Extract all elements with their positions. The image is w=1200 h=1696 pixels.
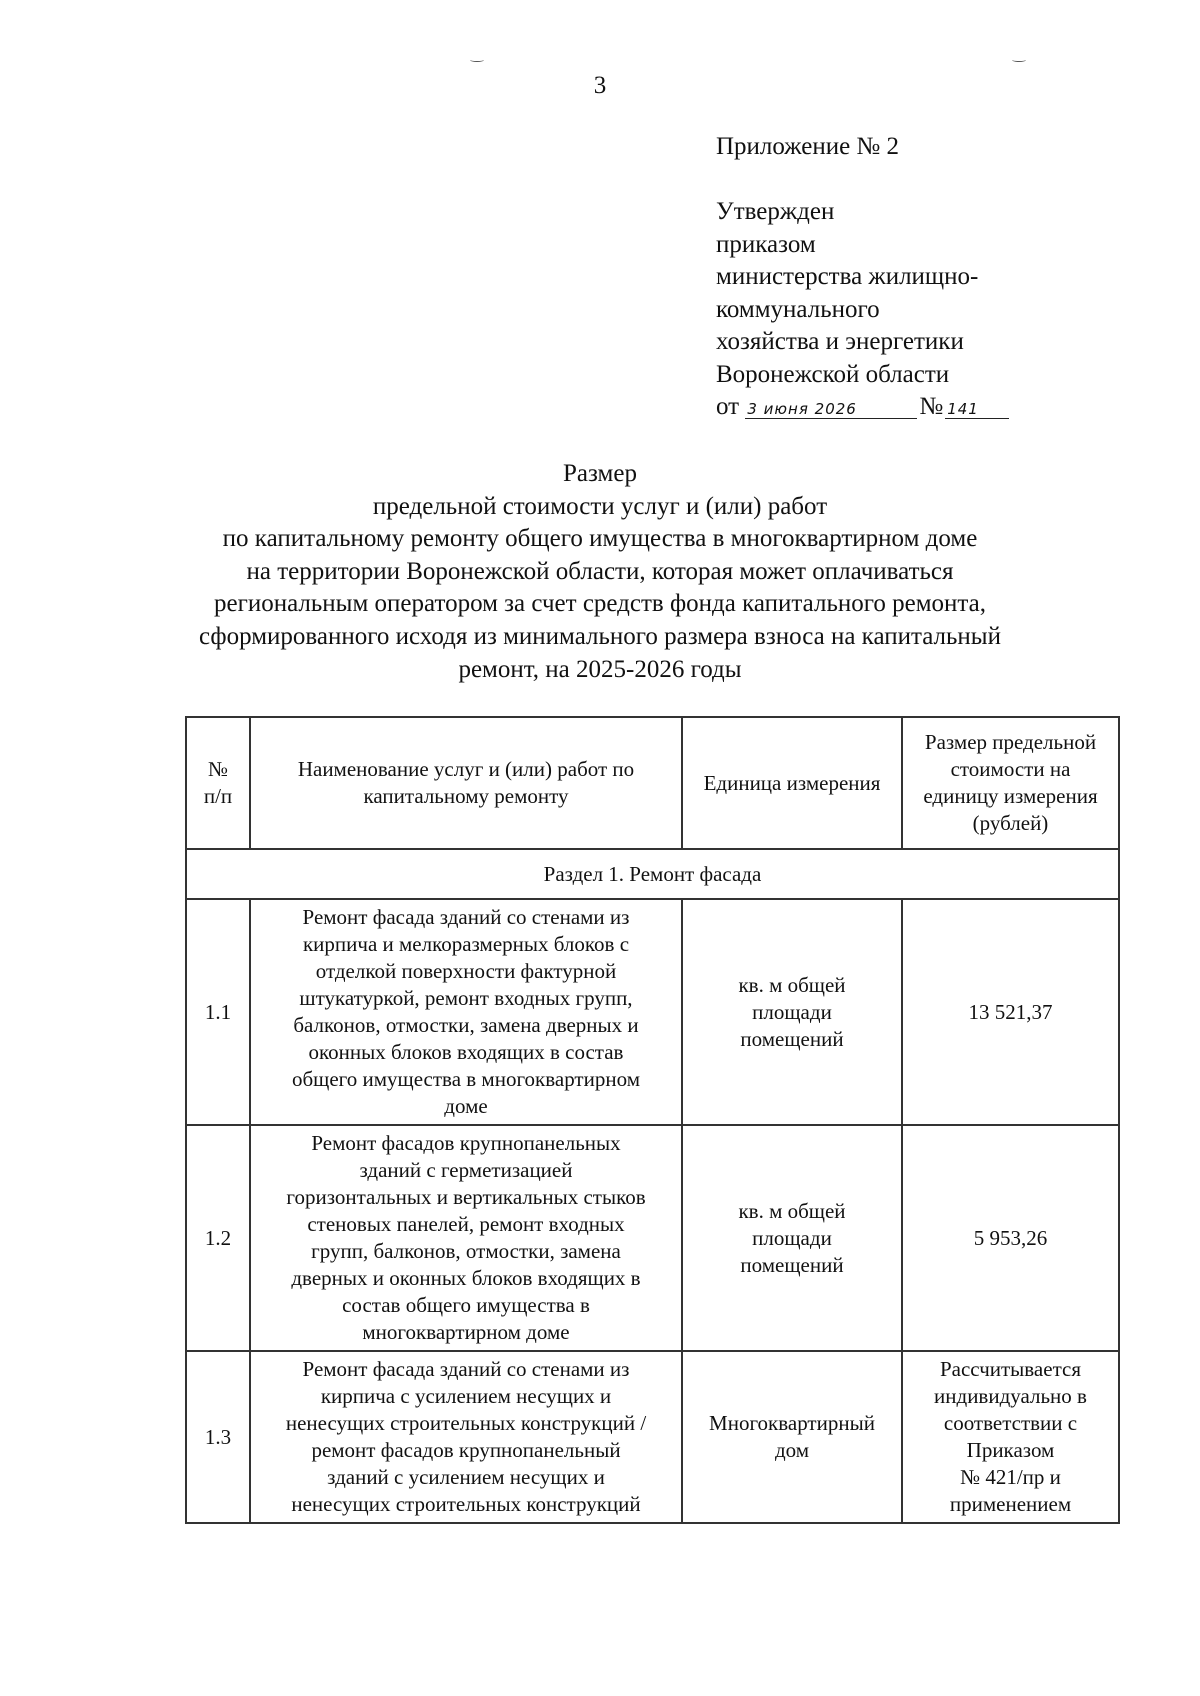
row-cost: 13 521,37	[902, 899, 1119, 1125]
table-header-row	[186, 717, 1119, 849]
row-unit: кв. м общей площади помещений	[682, 899, 902, 1125]
scan-mark	[1012, 58, 1026, 62]
table-row	[186, 1351, 1119, 1523]
approval-line: коммунального	[716, 295, 880, 323]
order-line	[716, 393, 1009, 421]
title-line: региональным оператором за счет средств фонда капитального ремонта,	[214, 590, 986, 618]
page-number: 3	[593, 72, 607, 99]
header-name: Наименование услуг и (или) работ по капитальному ремонту	[250, 717, 682, 849]
row-unit: Многоквартирный дом	[682, 1351, 902, 1523]
table-row	[186, 1125, 1119, 1351]
handwritten-order-date: 3 июня 2026	[745, 400, 917, 419]
approval-line: Воронежской области	[716, 360, 950, 388]
row-cost: 5 953,26	[902, 1125, 1119, 1351]
approval-block	[716, 196, 978, 392]
table-row	[186, 899, 1119, 1125]
header-number: № п/п	[186, 717, 250, 849]
cost-table	[185, 716, 1120, 1524]
row-number: 1.2	[186, 1125, 250, 1351]
row-cost: Рассчитывается индивидуально в соответствии с Приказом № 421/пр и применением	[902, 1351, 1119, 1523]
appendix-label: Приложение № 2	[716, 133, 900, 160]
section-title: Раздел 1. Ремонт фасада	[186, 849, 1119, 899]
title-line: предельной стоимости услуг и (или) работ	[372, 492, 828, 520]
row-number: 1.3	[186, 1351, 250, 1523]
scan-mark	[470, 58, 484, 62]
row-name: Ремонт фасада зданий со стенами из кирпича с усилением несущих и ненесущих строительных конструкций / ремонт фасадов крупнопанельный зданий с усилением несущих и ненесущих строительных конструкций	[250, 1351, 682, 1523]
document-title	[0, 458, 1200, 686]
handwritten-order-number: 141	[945, 400, 1009, 419]
row-unit: кв. м общей площади помещений	[682, 1125, 902, 1351]
row-name: Ремонт фасада зданий со стенами из кирпича и мелкоразмерных блоков с отделкой поверхности фактурной штукатуркой, ремонт входных групп, балконов, отмостки, замена дверных и оконных блоков входящих в состав общего имущества в многоквартирном доме	[250, 899, 682, 1125]
section-row	[186, 849, 1119, 899]
title-line: Размер	[563, 460, 637, 487]
title-line: на территории Воронежской области, которая может оплачиваться	[246, 557, 954, 585]
row-name: Ремонт фасадов крупнопанельных зданий с герметизацией горизонтальных и вертикальных стыков стеновых панелей, ремонт входных групп, балконов, отмостки, замена дверных и оконных блоков входящих в состав общего имущества в многоквартирном доме	[250, 1125, 682, 1351]
number-sign: №	[919, 393, 944, 420]
title-line: по капитальному ремонту общего имущества в многоквартирном доме	[222, 525, 978, 553]
title-line: ремонт, на 2025-2026 годы	[458, 655, 742, 683]
order-prefix: от	[716, 393, 740, 420]
row-number: 1.1	[186, 899, 250, 1125]
approval-line: хозяйства и энергетики	[716, 328, 964, 356]
approval-line: Утвержден	[716, 198, 835, 225]
approval-line: министерства жилищно-	[716, 263, 979, 291]
header-unit: Единица измерения	[682, 717, 902, 849]
header-cost: Размер предельной стоимости на единицу измерения (рублей)	[902, 717, 1119, 849]
approval-line: приказом	[716, 230, 816, 258]
title-line: сформированного исходя из минимального размера взноса на капитальный	[199, 622, 1001, 650]
